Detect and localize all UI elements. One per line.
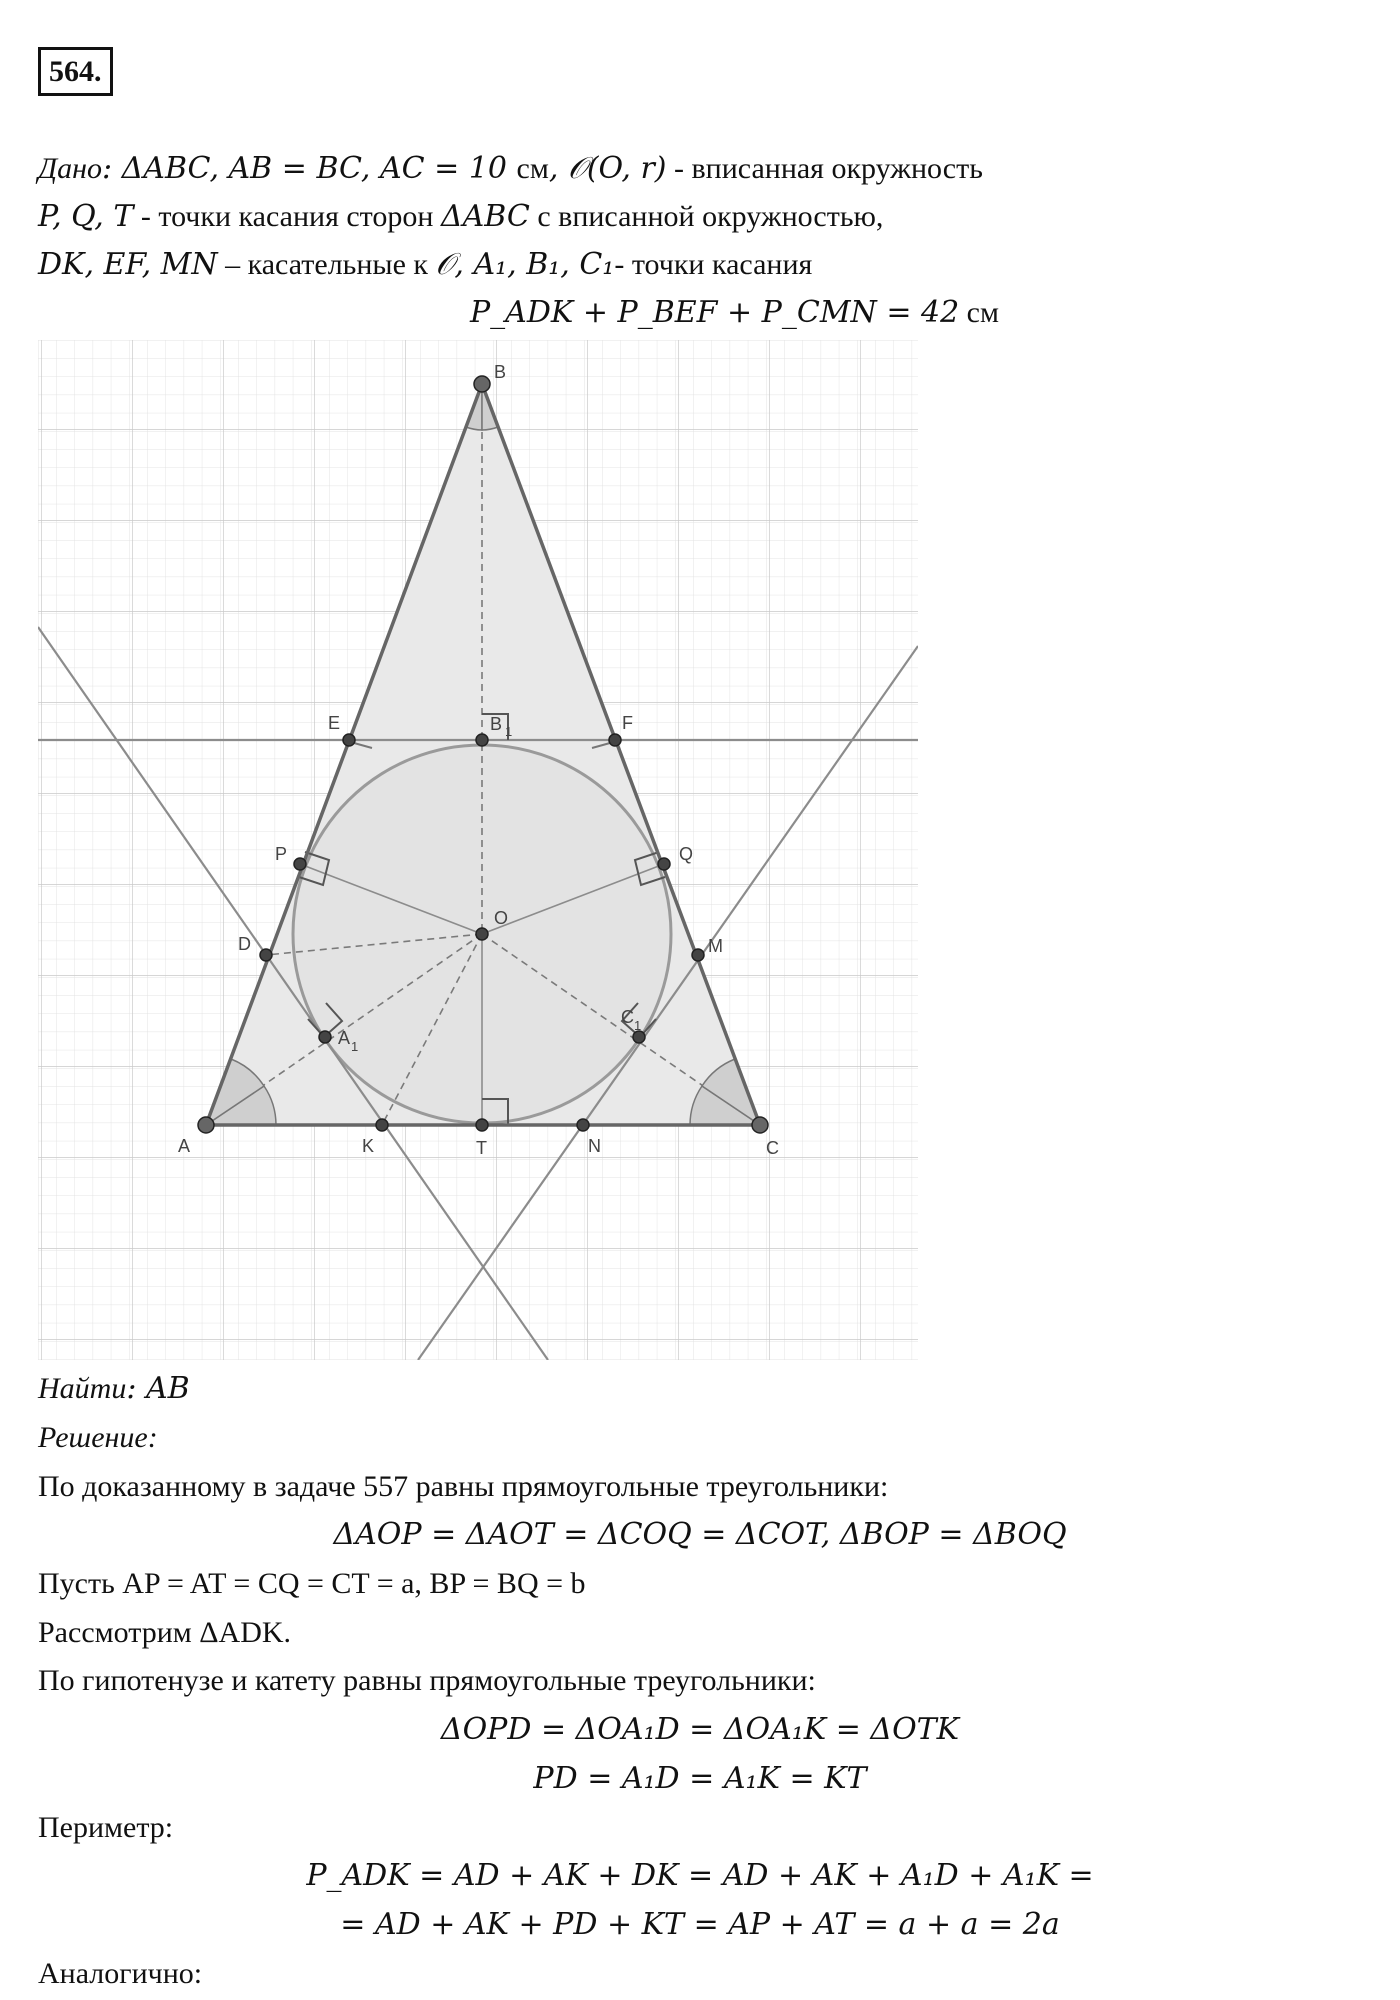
label-P: P xyxy=(275,844,288,864)
label-F: F xyxy=(622,713,633,733)
geometry-figure xyxy=(38,340,918,1360)
solution-line: Периметр: xyxy=(38,1811,174,1844)
solution-line: ΔAOP = ΔAOT = ΔCOQ = ΔCOT, ΔBOP = ΔBOQ xyxy=(333,1517,1067,1552)
given-math-2: P, Q, T xyxy=(38,199,134,234)
solution-line: По доказанному в задаче 557 равны прямоугольные треугольники: xyxy=(38,1470,889,1503)
find-line xyxy=(38,1370,190,1408)
given-math-1b: , 𝒪(O, r) xyxy=(548,151,667,186)
solution-line: Аналогично: xyxy=(38,1957,203,1990)
given-line-2 xyxy=(38,198,883,236)
label-M: M xyxy=(708,936,723,956)
label-N: N xyxy=(588,1136,601,1156)
solution-line: PD = A₁D = A₁K = KT xyxy=(533,1761,867,1796)
label-C1: C xyxy=(621,1007,634,1027)
label-T: T xyxy=(476,1138,487,1158)
label-A1: A xyxy=(338,1028,351,1048)
given-unit-4: см xyxy=(959,296,999,329)
given-text-3b: - точки касания xyxy=(614,248,813,281)
given-math-3b: 𝒪, A₁, B₁, C₁ xyxy=(435,247,615,282)
given-math-1: : ΔABC, AB = BC, AC = 10 xyxy=(101,151,517,186)
given-math-3: DK, EF, MN xyxy=(38,247,218,282)
given-line-4 xyxy=(470,294,999,332)
solution-line: ΔOPD = ΔOA₁D = ΔOA₁K = ΔOTK xyxy=(440,1712,960,1747)
solution-line: Пусть AP = AT = CQ = CT = a, BP = BQ = b xyxy=(38,1567,586,1600)
label-A: A xyxy=(178,1136,191,1156)
given-label: Дано xyxy=(38,152,102,185)
label-O: O xyxy=(494,908,509,928)
solution-line: Рассмотрим ΔADK. xyxy=(38,1616,292,1649)
solution-label: Решение: xyxy=(38,1421,158,1454)
given-unit-1: см xyxy=(516,152,549,185)
given-line-3 xyxy=(38,246,812,284)
label-D: D xyxy=(238,934,251,954)
label-C1-sub: 1 xyxy=(634,1018,642,1033)
problem-number: 564. xyxy=(38,47,113,96)
find-label: Найти xyxy=(38,1372,127,1405)
solution-line: P_ADK = AD + AK + DK = AD + AK + A₁D + A₁K = xyxy=(306,1858,1094,1893)
solution-line: По гипотенузе и катету равны прямоугольные треугольники: xyxy=(38,1664,816,1697)
label-B1-sub: 1 xyxy=(505,724,513,739)
label-K: K xyxy=(362,1136,375,1156)
given-line-1 xyxy=(38,150,983,188)
solution-label-text: Решение xyxy=(38,1421,148,1454)
given-text-2: - точки касания сторон xyxy=(133,200,441,233)
label-Q: Q xyxy=(679,844,694,864)
given-text-2b: с вписанной окружностью, xyxy=(529,200,884,233)
given-math-4: P_ADK + P_BEF + P_CMN = 42 xyxy=(470,295,960,330)
solution-line: = AD + AK + PD + KT = AP + AT = a + a = 2a xyxy=(340,1907,1060,1942)
label-E: E xyxy=(328,713,341,733)
label-B1: B xyxy=(490,714,503,734)
label-B: B xyxy=(494,362,507,382)
given-math-2b: ΔABC xyxy=(440,199,530,234)
label-C: C xyxy=(766,1138,779,1158)
label-A1-sub: 1 xyxy=(351,1039,359,1054)
find-value: : AB xyxy=(126,1371,190,1406)
given-text-3: – касательные к xyxy=(217,248,436,281)
given-text-1: - вписанная окружность xyxy=(666,152,983,185)
